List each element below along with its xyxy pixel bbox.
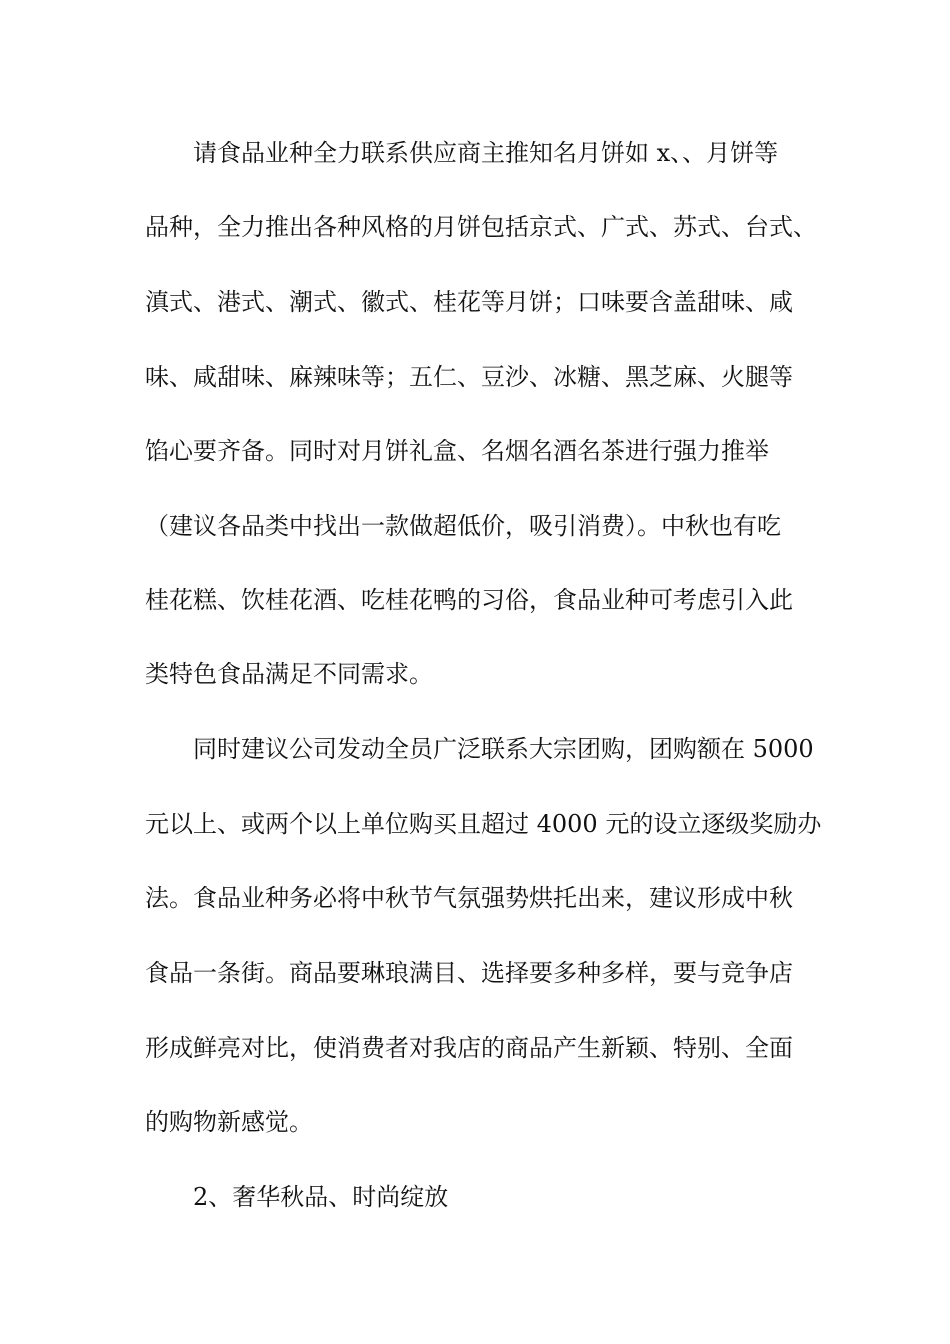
paragraph-2-line-2: 元以上、或两个以上单位购买且超过 4000 元的设立逐级奖励办 xyxy=(145,810,822,838)
paragraph-2-line-6: 的购物新感觉。 xyxy=(145,1108,313,1136)
paragraph-1-line-2: 品种，全力推出各种风格的月饼包括京式、广式、苏式、台式、 xyxy=(145,213,817,241)
paragraph-1-line-5: 馅心要齐备。同时对月饼礼盒、名烟名酒名茶进行强力推举 xyxy=(145,437,769,465)
paragraph-2-line-3: 法。食品业种务必将中秋节气氛强势烘托出来，建议形成中秋 xyxy=(145,884,793,912)
paragraph-1-line-1: 请食品业种全力联系供应商主推知名月饼如 x、、月饼等 xyxy=(193,139,779,167)
section-heading: 2、奢华秋品、时尚绽放 xyxy=(193,1183,449,1211)
paragraph-1-line-8: 类特色食品满足不同需求。 xyxy=(145,660,433,688)
paragraph-1-line-4: 味、咸甜味、麻辣味等；五仁、豆沙、冰糖、黑芝麻、火腿等 xyxy=(145,363,793,391)
paragraph-1-line-6: （建议各品类中找出一款做超低价，吸引消费）。中秋也有吃 xyxy=(145,512,781,540)
paragraph-1-line-3: 滇式、港式、潮式、徽式、桂花等月饼；口味要含盖甜味、咸 xyxy=(145,288,793,316)
paragraph-2-line-4: 食品一条街。商品要琳琅满目、选择要多种多样，要与竞争店 xyxy=(145,959,793,987)
paragraph-2-line-5: 形成鲜亮对比，使消费者对我店的商品产生新颖、特别、全面 xyxy=(145,1034,793,1062)
paragraph-2-line-1: 同时建议公司发动全员广泛联系大宗团购，团购额在 5000 xyxy=(193,735,814,763)
paragraph-1-line-7: 桂花糕、饮桂花酒、吃桂花鸭的习俗，食品业种可考虑引入此 xyxy=(145,586,793,614)
